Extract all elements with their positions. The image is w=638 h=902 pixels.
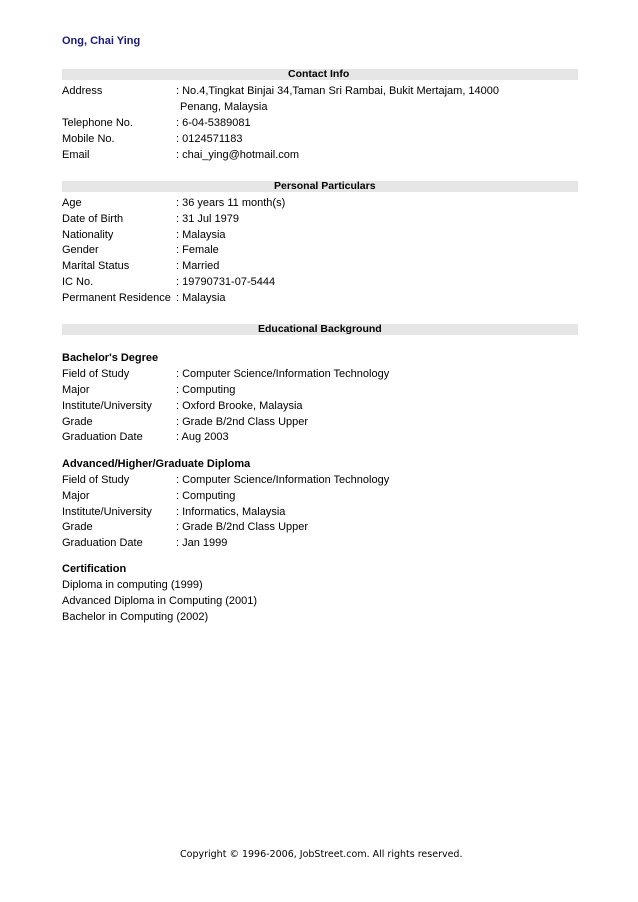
field-label: Gender <box>62 244 99 256</box>
resume-name: Ong, Chai Ying <box>62 35 141 47</box>
field-value: : 0124571183 <box>176 133 243 145</box>
field-value: : Jan 1999 <box>176 537 228 549</box>
field-label: Institute/University <box>62 506 152 518</box>
field-label: Graduation Date <box>62 537 143 549</box>
field-value: : Malaysia <box>176 292 226 304</box>
field-value: : Computing <box>176 490 236 502</box>
field-label: Graduation Date <box>62 431 143 443</box>
field-label: Field of Study <box>62 368 130 380</box>
certification-title: Certification <box>62 563 127 575</box>
certification-item: Bachelor in Computing (2002) <box>62 611 209 623</box>
bachelor-degree-title: Bachelor's Degree <box>62 352 159 364</box>
field-label: Telephone No. <box>62 117 133 129</box>
address-label: Address <box>62 85 103 97</box>
field-label: Grade <box>62 521 93 533</box>
field-label: Permanent Residence <box>62 292 171 304</box>
field-label: Mobile No. <box>62 133 115 145</box>
field-value: : 19790731-07-5444 <box>176 276 276 288</box>
field-label: IC No. <box>62 276 94 288</box>
copyright-footer: Copyright © 1996-2006, JobStreet.com. All rights reserved. <box>180 849 463 860</box>
field-value: : Female <box>176 244 219 256</box>
field-label: Age <box>62 197 82 209</box>
field-label: Field of Study <box>62 474 130 486</box>
field-value: : Grade B/2nd Class Upper <box>176 416 309 428</box>
contact-info-header-bar <box>62 69 578 80</box>
field-value: : 31 Jul 1979 <box>176 213 239 225</box>
certification-item: Advanced Diploma in Computing (2001) <box>62 595 258 607</box>
certification-item: Diploma in computing (1999) <box>62 579 203 591</box>
field-label: Marital Status <box>62 260 130 272</box>
field-value: : Oxford Brooke, Malaysia <box>176 400 303 412</box>
diploma-title: Advanced/Higher/Graduate Diploma <box>62 458 251 470</box>
field-label: Email <box>62 149 90 161</box>
field-label: Major <box>62 490 90 502</box>
educational-background-header-bar <box>62 324 578 335</box>
field-value: : chai_ying@hotmail.com <box>176 149 300 161</box>
field-value: : Married <box>176 260 220 272</box>
field-value: : Computer Science/Information Technology <box>176 368 390 380</box>
address-value: : No.4,Tingkat Binjai 34,Taman Sri Rambai, Bukit Mertajam, 14000 <box>176 85 500 97</box>
field-value: : 36 years 11 month(s) <box>176 197 286 209</box>
field-value: : Malaysia <box>176 229 226 241</box>
field-value: : 6-04-5389081 <box>176 117 251 129</box>
field-label: Nationality <box>62 229 114 241</box>
field-label: Grade <box>62 416 93 428</box>
contact-info-header: Contact Info <box>288 68 350 80</box>
educational-background-header: Educational Background <box>258 323 382 335</box>
field-label: Date of Birth <box>62 213 124 225</box>
field-label: Institute/University <box>62 400 152 412</box>
field-value: : Aug 2003 <box>176 431 229 443</box>
field-value: : Computing <box>176 384 236 396</box>
personal-particulars-header: Personal Particulars <box>274 180 376 192</box>
address-value-line2: Penang, Malaysia <box>180 101 268 113</box>
field-value: : Computer Science/Information Technology <box>176 474 390 486</box>
field-value: : Informatics, Malaysia <box>176 506 286 518</box>
field-value: : Grade B/2nd Class Upper <box>176 521 309 533</box>
personal-particulars-header-bar <box>62 181 578 192</box>
field-label: Major <box>62 384 90 396</box>
